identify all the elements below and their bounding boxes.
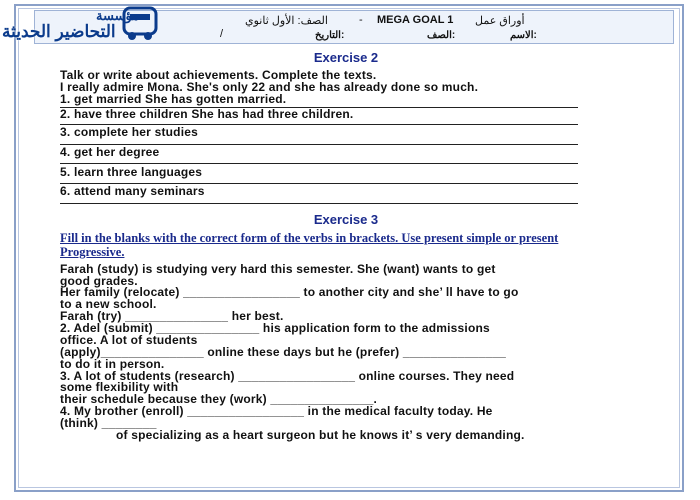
- grade-label: الصف: الأول ثانوي: [245, 15, 328, 27]
- exercise-3-line: to a new school.: [60, 297, 157, 311]
- exercise-3-line: their schedule because they (work) _______________.: [60, 392, 378, 406]
- exercise-3-line: 2. Adel (submit) _______________ his application form to the admissions: [60, 321, 490, 335]
- answer-line: [60, 203, 578, 204]
- exercise-2-item-4: 4. get her degree: [60, 145, 160, 159]
- exercise-3-line: (think) ________: [60, 416, 157, 430]
- exercise-3-line: some flexibility with: [60, 380, 179, 394]
- exercise-3-line: office. A lot of students: [60, 333, 198, 347]
- worksheet-label: أوراق عمل: [475, 15, 525, 27]
- exercise-3-title: Exercise 3: [313, 212, 379, 227]
- exercise-3-line: of specializing as a heart surgeon but he knows it’ s very demanding.: [116, 428, 525, 442]
- answer-line: [60, 163, 578, 164]
- exercise-3-line: Her family (relocate) _________________ to another city and she’ ll have to go: [60, 285, 519, 299]
- exercise-3-line: good grades.: [60, 274, 138, 288]
- exercise-3-line: to do it in person.: [60, 357, 165, 371]
- class-label: الصف:: [427, 30, 456, 41]
- exercise-2-item-1: 1. get married She has gotten married.: [60, 92, 287, 106]
- exercise-3-line: Farah (study) is studying very hard this semester. She (want) wants to get: [60, 262, 496, 276]
- exercise-2-instruction-1: Talk or write about achievements. Complete the texts.: [60, 68, 377, 82]
- header-dash: -: [359, 14, 363, 26]
- logo-main-text: التحاضير الحديثة: [2, 22, 116, 41]
- publisher-logo: [0, 2, 180, 48]
- exercise-3-line: 4. My brother (enroll) _________________ in the medical faculty today. He: [60, 404, 493, 418]
- exercise-2-item-5: 5. learn three languages: [60, 165, 203, 179]
- date-slash: /: [220, 28, 224, 40]
- exercise-3-line: 3. A lot of students (research) _________________ online courses. They need: [60, 369, 515, 383]
- exercise-2-item-6: 6. attend many seminars: [60, 184, 205, 198]
- exercise-3-instruction: Fill in the blanks with the correct form of the verbs in brackets. Use present simple or present Progressive.: [60, 231, 559, 259]
- logo-top-text: مؤسسة: [96, 8, 140, 23]
- exercise-2-instruction-2: I really admire Mona. She's only 22 and she has already done so much.: [60, 80, 479, 94]
- exercise-2-item-3: 3. complete her studies: [60, 125, 198, 139]
- exercise-2-title: Exercise 2: [313, 50, 379, 65]
- course-title: MEGA GOAL 1: [377, 14, 454, 26]
- exercise-3-line: (apply)_______________ online these days but he (prefer) _______________: [60, 345, 506, 359]
- date-label: التاريخ:: [315, 30, 345, 41]
- exercise-3-line: Farah (try) _______________ her best.: [60, 309, 284, 323]
- name-label: الاسم:: [510, 30, 537, 41]
- exercise-2-item-2: 2. have three children She has had three children.: [60, 107, 354, 121]
